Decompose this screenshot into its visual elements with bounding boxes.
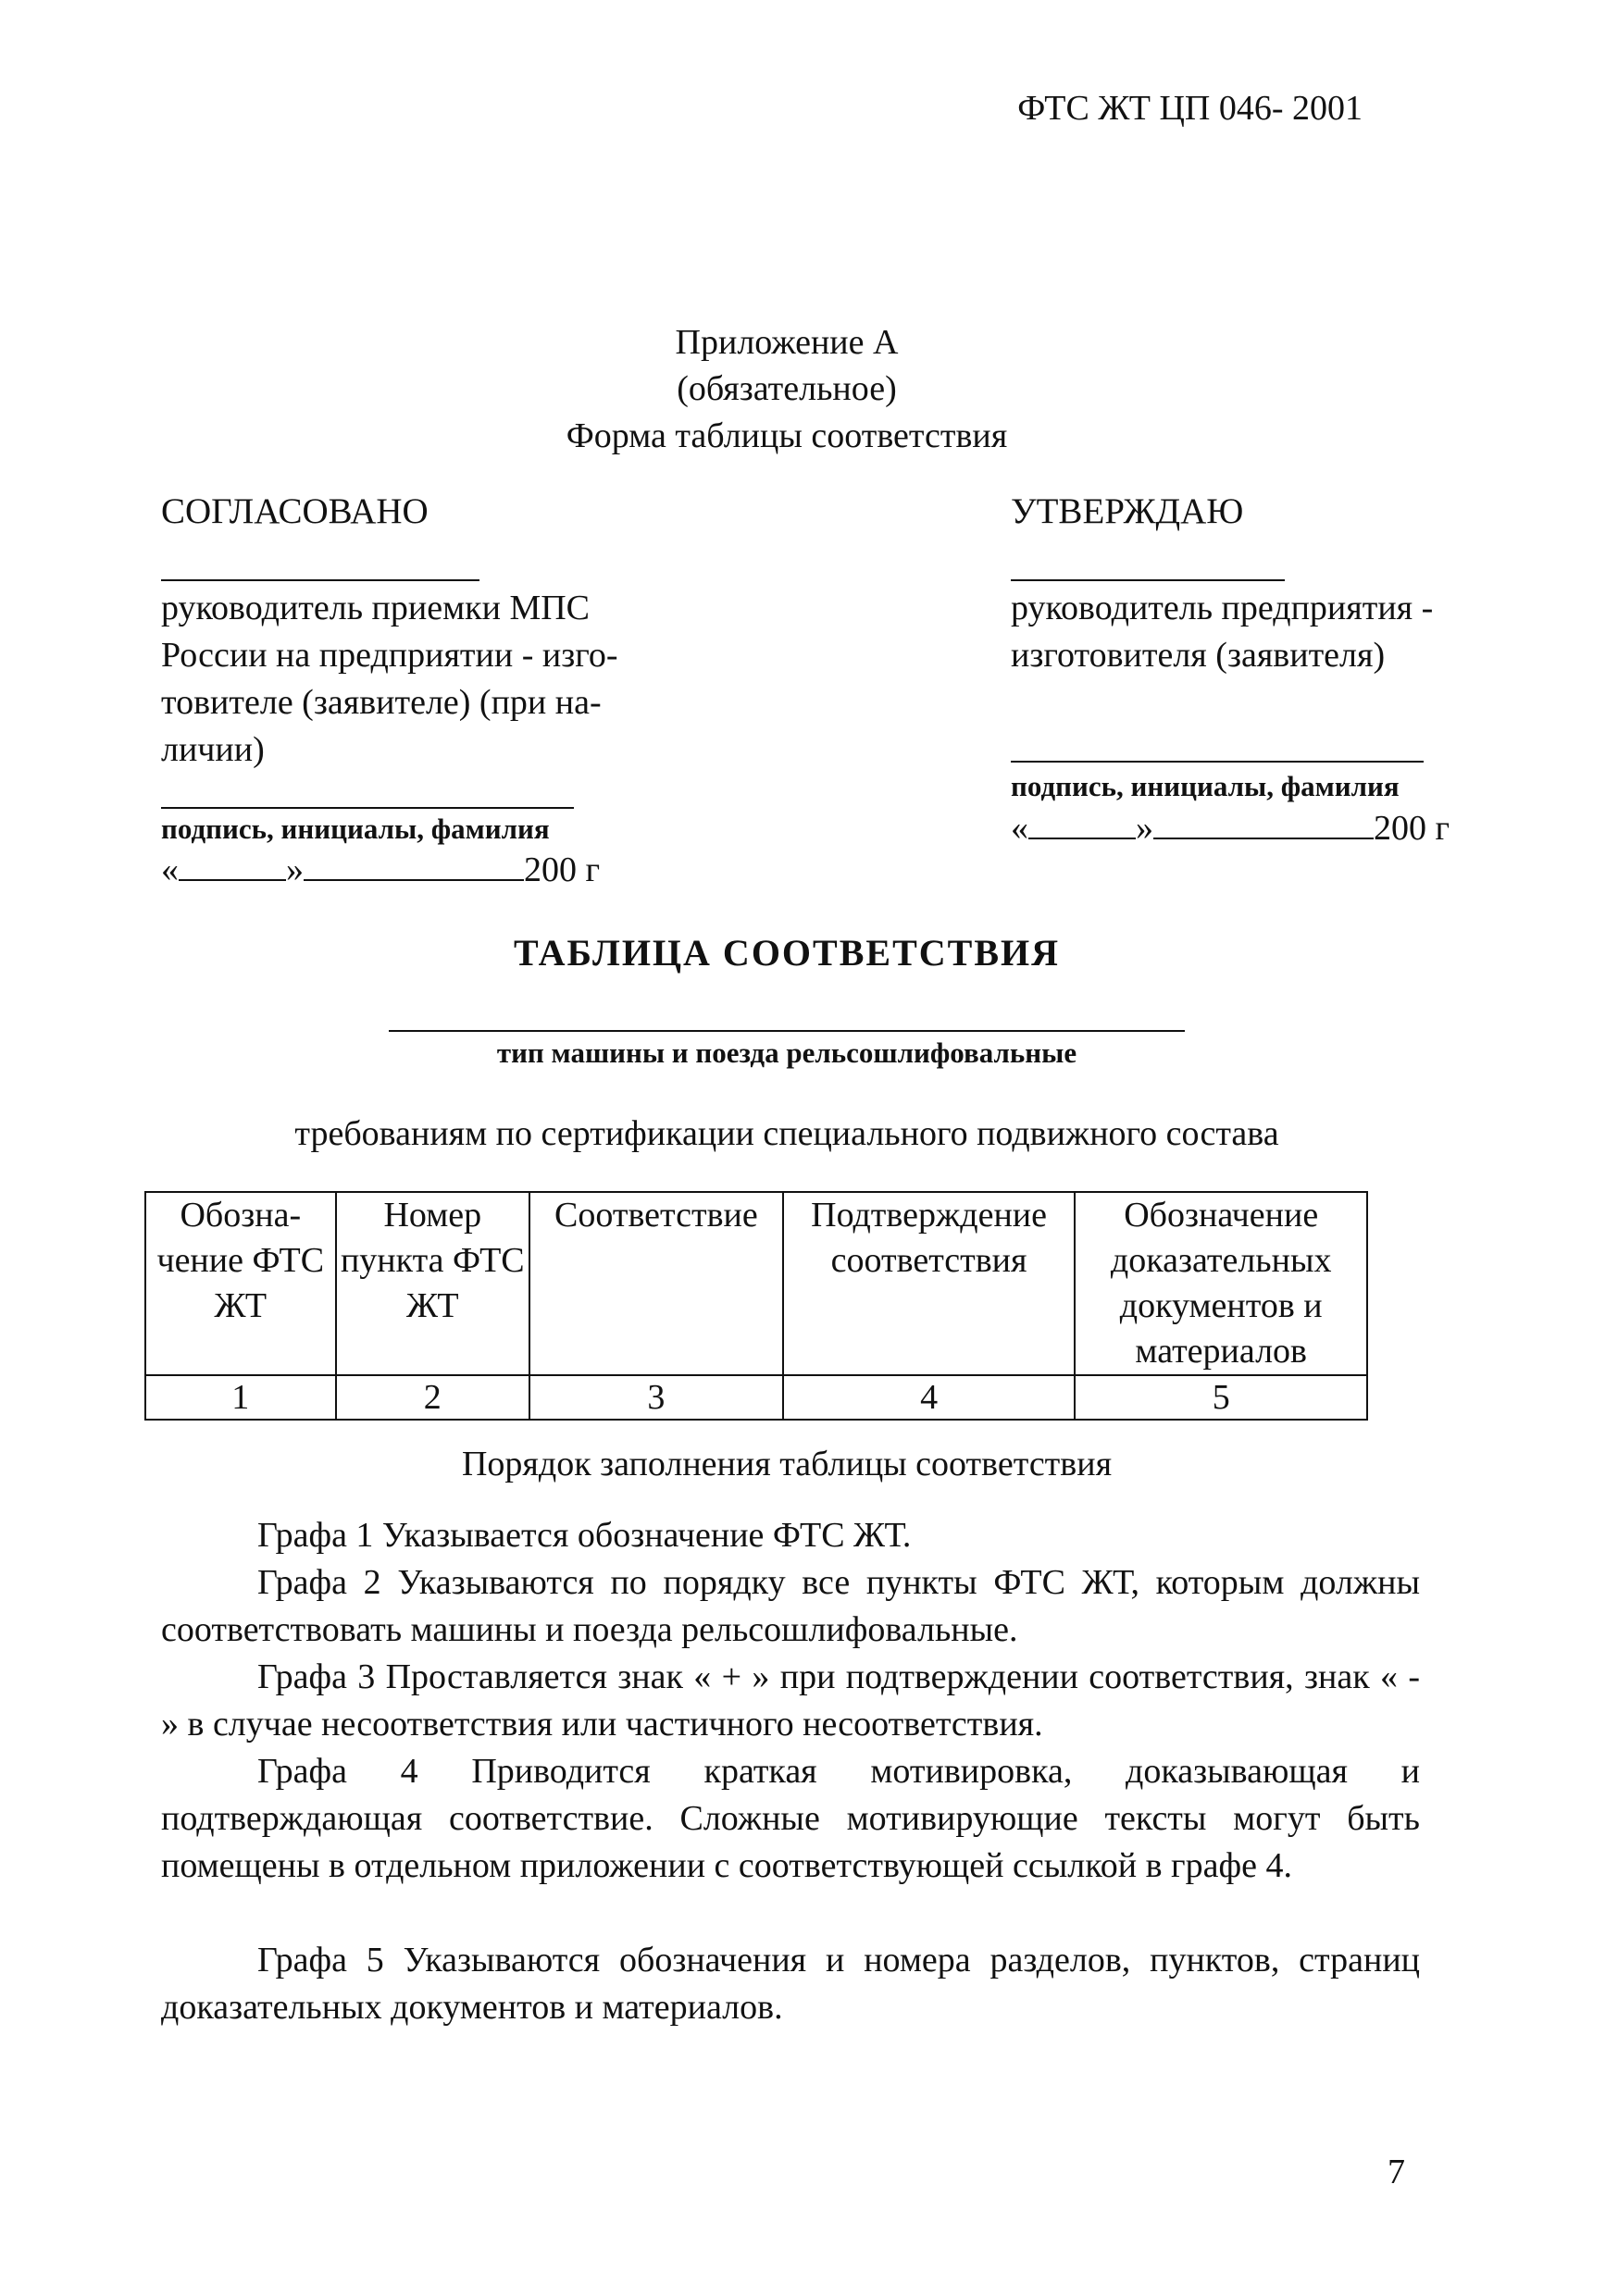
left-signature-line-top	[161, 579, 479, 581]
conformity-table	[144, 1191, 1368, 1421]
instruction-column-4: Графа 4 Приводится краткая мотивировка, доказывающая и подтверждающая соответствие. Сложные мотивирующие тексты могут быть помещены в отдельном приложении с соответствующей ссылкой в графе 4.	[161, 1752, 1420, 1885]
instruction-column-2: Графа 2 Указываются по порядку все пункты ФТС ЖТ, которым должны соответствовать машины и поезда рельсошлифовальные.	[161, 1563, 1420, 1649]
table-title: ТАБЛИЦА СООТВЕТСТВИЯ	[513, 932, 1061, 974]
header-cell-confirmation: Подтверждение соответствия	[783, 1192, 1076, 1375]
table-number-row	[145, 1375, 1367, 1420]
appendix-status: (обязательное)	[677, 369, 897, 408]
right-date-line	[1011, 808, 1450, 849]
instruction-column-5: Графа 5 Указываются обозначения и номера разделов, пунктов, страниц доказательных документов и материалов.	[161, 1941, 1420, 2027]
column-number-2: 2	[336, 1375, 529, 1420]
type-caption: тип машины и поезда рельсошлифовальные	[496, 1036, 1077, 1069]
left-date-line	[161, 850, 600, 890]
left-signature-line	[161, 807, 574, 809]
instruction-column-3: Графа 3 Проставляется знак « + » при подтверждении соответствия, знак « - » в случае несоответствия или частичного несоответствия.	[161, 1657, 1420, 1744]
column-number-4: 4	[783, 1375, 1076, 1420]
right-position-line-2: изготовителя (заявителя)	[1011, 636, 1386, 675]
right-signature-line	[1011, 761, 1424, 763]
right-signature-line-top	[1011, 579, 1285, 581]
type-fill-line	[389, 1030, 1185, 1032]
table-header-row	[145, 1192, 1367, 1375]
form-title: Форма таблицы соответствия	[566, 416, 1008, 455]
right-signature-caption: подпись, инициалы, фамилия	[1011, 770, 1400, 802]
left-date-month-blank	[304, 879, 524, 881]
page-number: 7	[1388, 2153, 1405, 2191]
left-date-year: 200 г	[524, 850, 601, 889]
header-cell-designation: Обозна-чение ФТС ЖТ	[145, 1192, 336, 1375]
right-date-year: 200 г	[1374, 809, 1450, 848]
left-position-line-3: товителе (заявителе) (при на-	[161, 683, 602, 722]
left-position-line-4: личии)	[161, 730, 265, 769]
header-cell-evidence-documents: Обозначение доказательных документов и материалов	[1075, 1192, 1367, 1375]
column-number-3: 3	[529, 1375, 783, 1420]
approve-heading: УТВЕРЖДАЮ	[1011, 491, 1244, 531]
appendix-title: Приложение А	[675, 323, 899, 362]
left-date-open-quote: «	[161, 850, 179, 889]
left-signature-caption: подпись, инициалы, фамилия	[161, 813, 550, 845]
right-date-close-quote: »	[1136, 809, 1153, 848]
right-date-month-blank	[1153, 838, 1374, 839]
instructions-title: Порядок заполнения таблицы соответствия	[461, 1445, 1113, 1483]
instruction-column-1: Графа 1 Указывается обозначение ФТС ЖТ.	[257, 1516, 912, 1555]
left-date-day-blank	[179, 879, 286, 881]
right-date-open-quote: «	[1011, 809, 1028, 848]
agreed-heading: СОГЛАСОВАНО	[161, 491, 429, 531]
document-code: ФТС ЖТ ЦП 046- 2001	[1017, 89, 1363, 128]
left-position-line-1: руководитель приемки МПС	[161, 589, 591, 627]
column-number-5: 5	[1075, 1375, 1367, 1420]
requirements-line: требованиям по сертификации специального подвижного состава	[294, 1114, 1279, 1153]
column-number-1: 1	[145, 1375, 336, 1420]
header-cell-conformity: Соответствие	[529, 1192, 783, 1375]
right-date-day-blank	[1028, 838, 1136, 839]
left-date-close-quote: »	[286, 850, 304, 889]
left-position-line-2: России на предприятии - изго-	[161, 636, 618, 675]
header-cell-clause-number: Номер пункта ФТС ЖТ	[336, 1192, 529, 1375]
right-position-line-1: руководитель предприятия -	[1011, 589, 1434, 627]
